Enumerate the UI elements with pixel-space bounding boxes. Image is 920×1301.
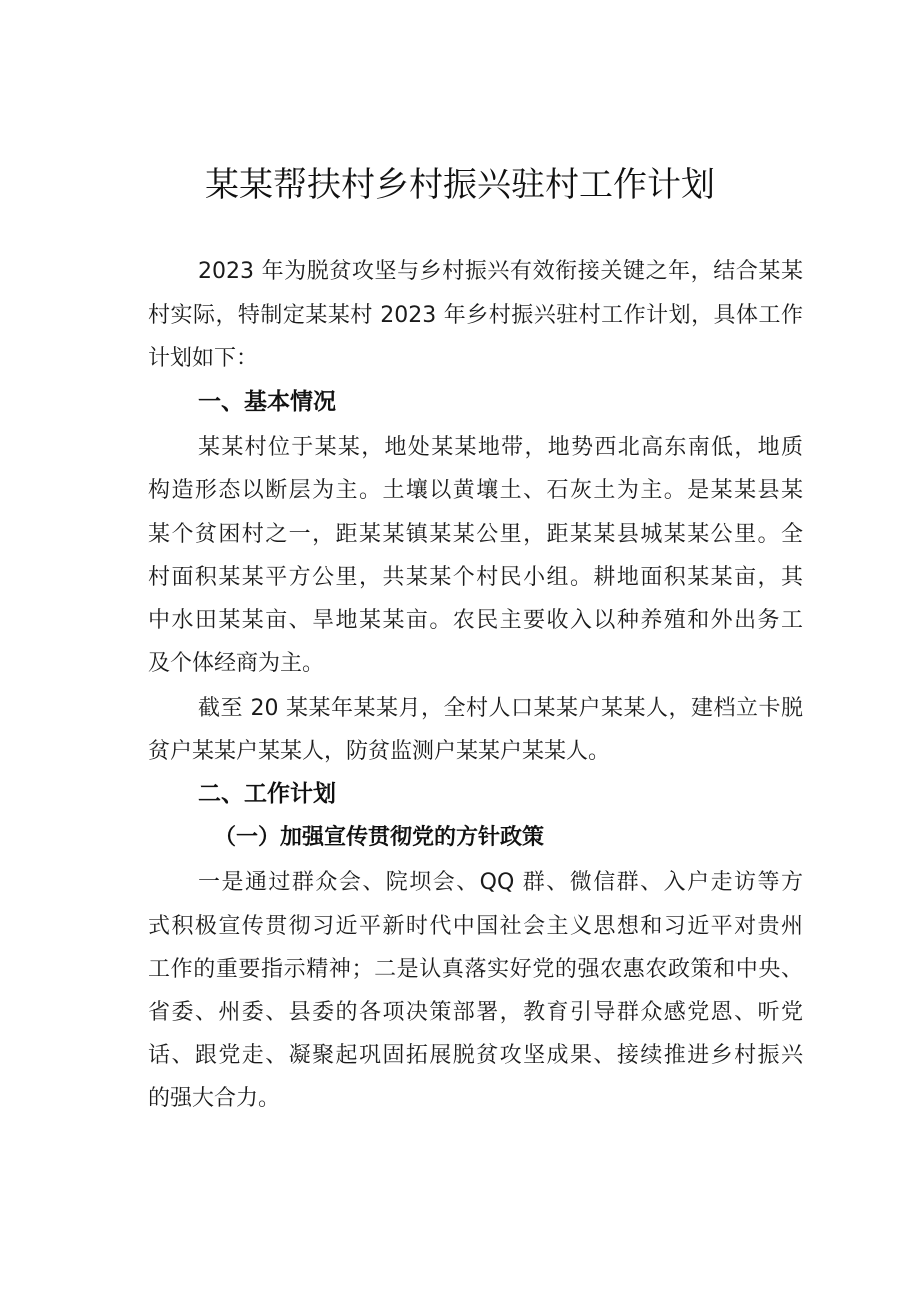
paragraph-line: 省委、州委、县委的各项决策部署，教育引导群众感党恩、听党 <box>148 1000 803 1025</box>
paragraph-line: 工作的重要指示精神；二是认真落实好党的强农惠农政策和中央、 <box>148 957 803 982</box>
subsection-heading-propaganda: （一）加强宣传贯彻党的方针政策 <box>214 825 545 850</box>
paragraph-line: 某某村位于某某，地处某某地带，地势西北高东南低，地质 <box>198 435 803 460</box>
section-heading-basic-info: 一、基本情况 <box>198 389 336 415</box>
document-title: 某某帮扶村乡村振兴驻村工作计划 <box>205 165 715 205</box>
paragraph-line: 截至 20 某某年某某月，全村人口某某户某某人，建档立卡脱 <box>198 696 803 721</box>
intro-line-2: 村实际，特制定某某村 2023 年乡村振兴驻村工作计划，具体工作 <box>148 303 803 328</box>
section-heading-work-plan: 二、工作计划 <box>198 781 336 807</box>
paragraph-line: 及个体经商为主。 <box>148 651 325 676</box>
intro-line-1: 2023 年为脱贫攻坚与乡村振兴有效衔接关键之年，结合某某 <box>198 259 803 284</box>
intro-line-3: 计划如下： <box>148 346 259 371</box>
paragraph-line: 一是通过群众会、院坝会、QQ 群、微信群、入户走访等方 <box>198 870 803 895</box>
paragraph-line: 构造形态以断层为主。土壤以黄壤土、石灰土为主。是某某县某 <box>148 478 803 503</box>
paragraph-line: 中水田某某亩、旱地某某亩。农民主要收入以种养殖和外出务工 <box>148 608 803 633</box>
paragraph-line: 某个贫困村之一，距某某镇某某公里，距某某县城某某公里。全 <box>148 522 803 547</box>
paragraph-line: 村面积某某平方公里，共某某个村民小组。耕地面积某某亩，其 <box>148 565 803 590</box>
paragraph-line: 的强大合力。 <box>148 1086 281 1111</box>
paragraph-line: 话、跟党走、凝聚起巩固拓展脱贫攻坚成果、接续推进乡村振兴 <box>148 1043 803 1068</box>
paragraph-line: 式积极宣传贯彻习近平新时代中国社会主义思想和习近平对贵州 <box>148 914 803 939</box>
paragraph-line: 贫户某某户某某人，防贫监测户某某户某某人。 <box>148 739 611 764</box>
